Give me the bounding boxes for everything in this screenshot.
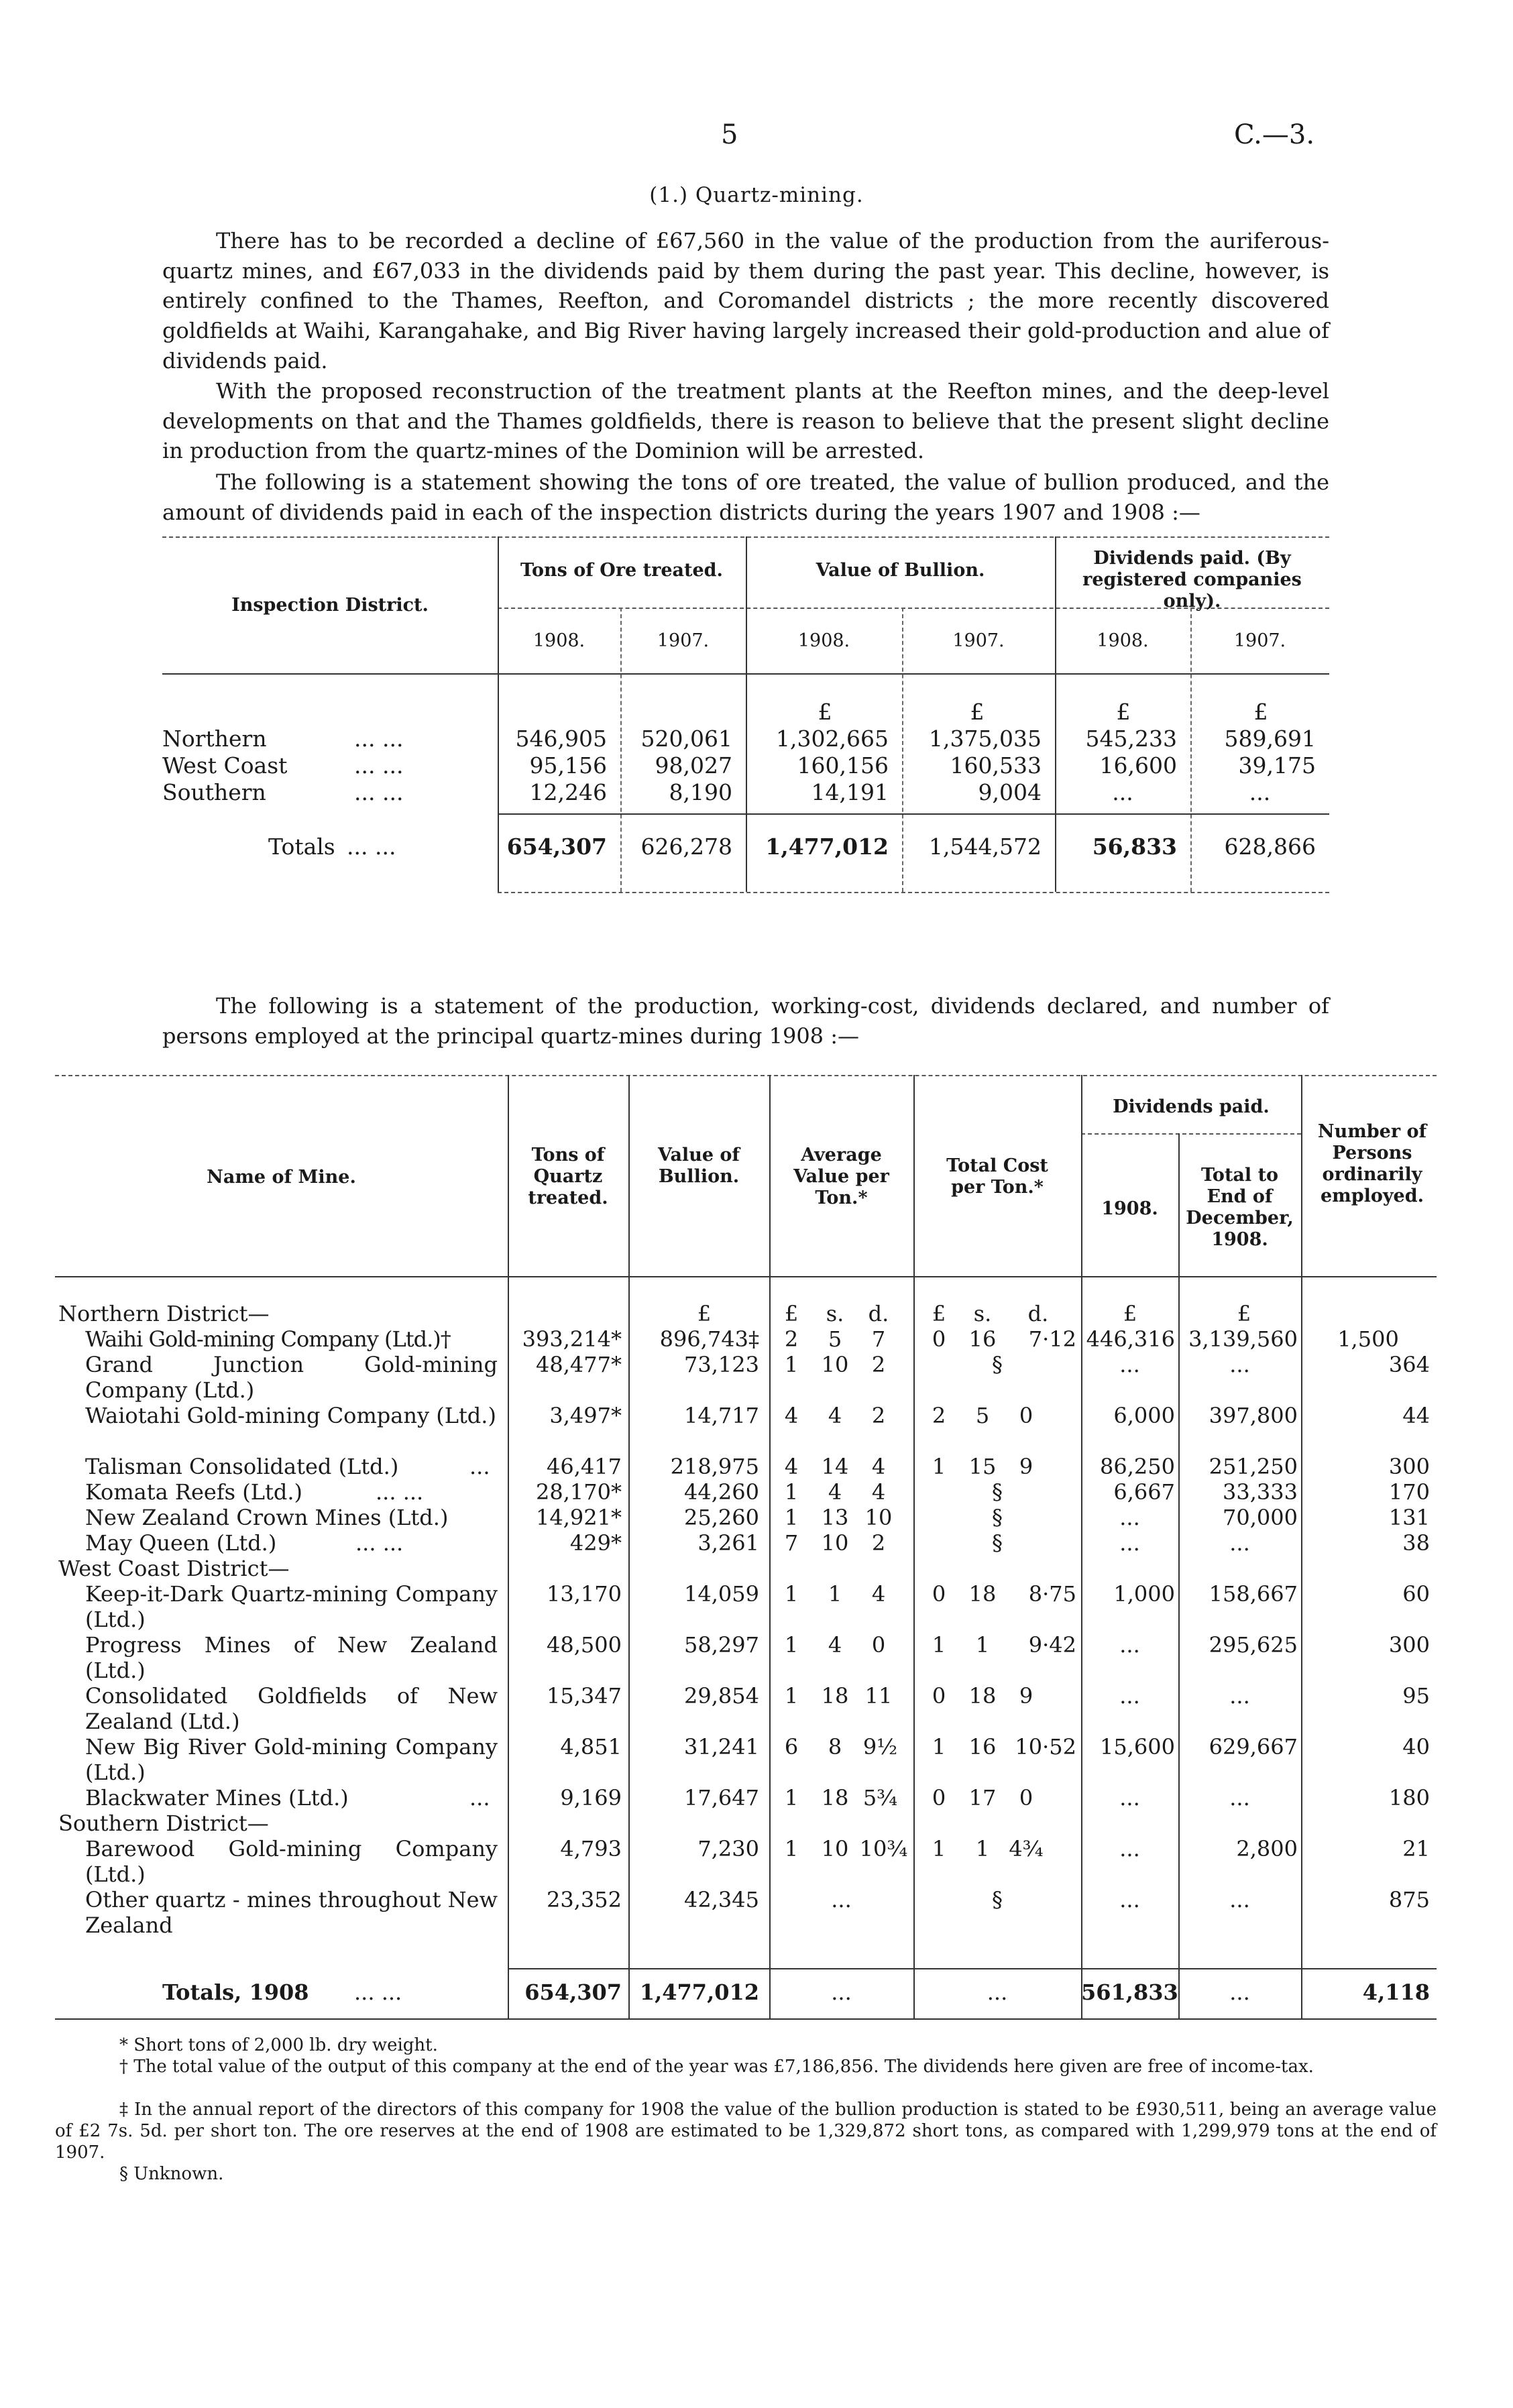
- avg-shillings: 1: [828, 1581, 842, 1607]
- avg-pounds: 1: [784, 1352, 799, 1377]
- persons-employed: 131: [1388, 1505, 1430, 1530]
- cost-shillings: 16: [968, 1734, 997, 1760]
- tons-1908: 546,905: [515, 726, 607, 752]
- dividends-total: 295,625: [1209, 1632, 1298, 1658]
- header-name-of-mine: Name of Mine.: [207, 1167, 356, 1188]
- dividends-total: 629,667: [1209, 1734, 1298, 1760]
- cost-pence: 10·52: [1015, 1734, 1076, 1760]
- avg-shillings: 14: [821, 1454, 849, 1479]
- dividends-total: 397,800: [1209, 1403, 1298, 1428]
- avg-pounds: 1: [784, 1785, 799, 1811]
- persons-employed: 44: [1402, 1403, 1430, 1428]
- totals-label: Totals, 1908: [162, 1980, 309, 2005]
- cost-pounds: 0: [932, 1326, 946, 1352]
- mine-name: Other quartz - mines throughout New Zealand: [85, 1887, 498, 1938]
- persons-employed: 300: [1388, 1454, 1430, 1479]
- avg-shillings: 13: [821, 1505, 849, 1530]
- header-div-1907: 1907.: [1233, 630, 1286, 651]
- avg-pence: 0: [871, 1632, 886, 1658]
- mine-name: Consolidated Goldfields of New Zealand (Ltd.): [85, 1683, 498, 1734]
- avg-pounds: 1: [784, 1505, 799, 1530]
- paragraph-statement-intro: The following is a statement showing the tons of ore treated, the value of bullion produced, and the amount of dividends paid in each of the inspection districts during the years 1907 and 1908 :—: [162, 469, 1329, 525]
- persons-employed: 38: [1402, 1530, 1430, 1556]
- dividends-total: ...: [1229, 1785, 1250, 1811]
- avg-pence: 4: [871, 1581, 886, 1607]
- avg-pence: 2: [871, 1352, 886, 1377]
- bullion-value: 29,854: [684, 1683, 759, 1709]
- dividends-1908: 6,000: [1113, 1403, 1175, 1428]
- persons-employed: 875: [1388, 1887, 1430, 1912]
- mine-name: Talisman Consolidated (Ltd.): [85, 1454, 399, 1479]
- tons-treated: 14,921*: [536, 1505, 622, 1530]
- currency-symbol: £: [1253, 699, 1268, 725]
- tons-treated: 23,352: [547, 1887, 622, 1912]
- leader-dots: ... ...: [355, 1530, 404, 1556]
- tons-1907: 98,027: [655, 752, 732, 779]
- avg-pence: 4: [871, 1479, 886, 1505]
- mine-name: Grand Junction Gold-mining Company (Ltd.): [85, 1352, 498, 1403]
- totals-dividends-1907: 628,866: [1224, 834, 1316, 860]
- avg-pence: 7: [871, 1326, 886, 1352]
- currency-symbol: £: [1116, 699, 1131, 725]
- district-name: Southern: [162, 779, 266, 805]
- avg-shillings: 18: [821, 1683, 849, 1709]
- cost-pounds: 1: [932, 1836, 946, 1861]
- dividends-total: ...: [1229, 1683, 1250, 1709]
- tons-1908: 12,246: [529, 779, 607, 805]
- section-title: (1.) Quartz-mining.: [649, 183, 864, 207]
- persons-employed: 21: [1402, 1836, 1430, 1861]
- cost-unknown-mark: §: [992, 1479, 1003, 1505]
- pound-symbol: £: [1123, 1301, 1137, 1326]
- leader-dots: ... ...: [376, 1479, 424, 1505]
- bullion-value: 73,123: [684, 1352, 759, 1377]
- persons-employed: 1,500: [1337, 1326, 1399, 1352]
- avg-pence: 11: [864, 1683, 893, 1709]
- header-inspection-district: Inspection District.: [231, 595, 429, 616]
- avg-shillings: 4: [828, 1403, 842, 1428]
- bullion-value: 3,261: [697, 1530, 759, 1556]
- avg-shillings: 10: [821, 1530, 849, 1556]
- cost-pence: 4¾: [1009, 1836, 1044, 1861]
- pence-unit: d.: [868, 1301, 889, 1326]
- bullion-value: 14,717: [684, 1403, 759, 1428]
- dividends-1907: ...: [1249, 779, 1271, 805]
- bullion-1908: 160,156: [797, 752, 889, 779]
- tons-1908: 95,156: [529, 752, 607, 779]
- tons-treated: 393,214*: [522, 1326, 622, 1352]
- table-rule: [498, 813, 1329, 815]
- totals-dividends-total: ...: [1229, 1980, 1250, 2005]
- tons-treated: 46,417: [547, 1454, 622, 1479]
- pound-symbol: £: [1237, 1301, 1251, 1326]
- tons-treated: 48,477*: [536, 1352, 622, 1377]
- cost-unknown-mark: §: [992, 1530, 1003, 1556]
- mine-name: Waiotahi Gold-mining Company (Ltd.): [85, 1403, 496, 1428]
- leader-dots: ... ...: [354, 726, 404, 752]
- persons-employed: 60: [1402, 1581, 1430, 1607]
- bullion-1908: 1,302,665: [776, 726, 889, 752]
- dividends-1908: ...: [1119, 1785, 1140, 1811]
- cost-pence: 9: [1019, 1683, 1033, 1709]
- avg-shillings: 5: [828, 1326, 842, 1352]
- cost-pounds: 0: [932, 1785, 946, 1811]
- tons-1907: 520,061: [640, 726, 732, 752]
- dividends-1908: 6,667: [1113, 1479, 1175, 1505]
- table-rule: [55, 1075, 1437, 1076]
- header-bullion-1908: 1908.: [797, 630, 850, 651]
- persons-employed: 40: [1402, 1734, 1430, 1760]
- dividends-1908: ...: [1119, 1683, 1140, 1709]
- pence-unit: d.: [1027, 1301, 1049, 1326]
- shilling-unit: s.: [973, 1301, 992, 1326]
- cost-unknown-mark: §: [992, 1887, 1003, 1912]
- mine-name: Waihi Gold-mining Company (Ltd.)†: [85, 1326, 451, 1352]
- tons-treated: 13,170: [547, 1581, 622, 1607]
- dividends-total: ...: [1229, 1887, 1250, 1912]
- mine-name: Barewood Gold-mining Company (Ltd.): [85, 1836, 498, 1887]
- currency-symbol: £: [818, 699, 832, 725]
- avg-pounds: 4: [784, 1403, 799, 1428]
- totals-dividends-1908: 561,833: [1081, 1980, 1178, 2005]
- cost-shillings: 1: [975, 1632, 990, 1658]
- footnote-unknown: § Unknown.: [119, 2164, 224, 2184]
- totals-value: 1,477,012: [639, 1980, 759, 2005]
- cost-unknown-mark: §: [992, 1352, 1003, 1377]
- currency-symbol: £: [970, 699, 985, 725]
- leader-dots: ... ...: [347, 834, 396, 860]
- dividends-1908: ...: [1119, 1836, 1140, 1861]
- tons-1907: 8,190: [669, 779, 732, 805]
- bullion-value: 44,260: [684, 1479, 759, 1505]
- dividends-1908: 545,233: [1085, 726, 1177, 752]
- tons-treated: 429*: [569, 1530, 622, 1556]
- totals-tons-1907: 626,278: [640, 834, 732, 860]
- bullion-value: 17,647: [684, 1785, 759, 1811]
- avg-pence: 4: [871, 1454, 886, 1479]
- dividends-1908: 1,000: [1113, 1581, 1175, 1607]
- header-tons-1908: 1908.: [533, 630, 585, 651]
- cost-pounds: 1: [932, 1734, 946, 1760]
- cost-shillings: 18: [968, 1581, 997, 1607]
- tons-treated: 4,851: [560, 1734, 622, 1760]
- cost-pounds: 0: [932, 1581, 946, 1607]
- header-average-value: Average Value per Ton.*: [793, 1145, 889, 1208]
- cost-shillings: 17: [968, 1785, 997, 1811]
- persons-employed: 95: [1402, 1683, 1430, 1709]
- header-value-bullion: Value of Bullion.: [816, 560, 985, 581]
- totals-cost: ...: [987, 1980, 1008, 2005]
- header-tons-quartz: Tons of Quartz treated.: [528, 1145, 608, 1208]
- district-name: West Coast: [162, 752, 288, 779]
- avg-shillings: 18: [821, 1785, 849, 1811]
- avg-shillings: 4: [828, 1632, 842, 1658]
- cost-shillings: 18: [968, 1683, 997, 1709]
- totals-average: ...: [831, 1980, 852, 2005]
- header-total-cost: Total Cost per Ton.*: [946, 1155, 1048, 1198]
- bullion-value: 25,260: [684, 1505, 759, 1530]
- district-heading: Northern District—: [58, 1301, 270, 1326]
- footnote-waihi-output: † The total value of the output of this company at the end of the year was £7,186,856. The dividends here given are free of income-tax.: [119, 2057, 1314, 2077]
- paragraph-reconstruction: With the proposed reconstruction of the treatment plants at the Reefton mines, and the deep-level developments on that and the Thames goldfields, there is reason to believe that the present slight decline in production from the quartz-mines of the Dominion will be arrested.: [162, 378, 1329, 464]
- cost-shillings: 1: [975, 1836, 990, 1861]
- header-tons-1907: 1907.: [657, 630, 710, 651]
- header-dividends-paid: Dividends paid.: [1113, 1096, 1270, 1117]
- avg-pence: 2: [871, 1530, 886, 1556]
- cost-unknown-mark: §: [992, 1505, 1003, 1530]
- header-persons-employed: Number of Persons ordinarily employed.: [1317, 1121, 1427, 1206]
- dividends-1908: 16,600: [1099, 752, 1177, 779]
- bullion-1908: 14,191: [811, 779, 889, 805]
- table-rule: [508, 1968, 1437, 1969]
- district-name: Northern: [162, 726, 267, 752]
- avg-pence: 9½: [862, 1734, 898, 1760]
- avg-shillings: 8: [828, 1734, 842, 1760]
- tons-treated: 3,497*: [549, 1403, 622, 1428]
- avg-pence: 2: [871, 1403, 886, 1428]
- totals-tons-1908: 654,307: [506, 834, 607, 860]
- avg-pounds: 7: [784, 1530, 799, 1556]
- avg-pounds: 2: [784, 1326, 799, 1352]
- dividends-total: 158,667: [1209, 1581, 1298, 1607]
- totals-dividends-1908: 56,833: [1092, 834, 1177, 860]
- cost-pounds: 0: [932, 1683, 946, 1709]
- dividends-1908: ...: [1119, 1352, 1140, 1377]
- column-rule: [769, 1075, 771, 2018]
- header-value-bullion: Value of Bullion.: [657, 1145, 740, 1187]
- cost-pence: 7·12: [1028, 1326, 1076, 1352]
- cost-pence: 9·42: [1028, 1632, 1076, 1658]
- dividends-1908: ...: [1119, 1530, 1140, 1556]
- dividends-1907: 39,175: [1238, 752, 1316, 779]
- cost-pence: 0: [1019, 1403, 1033, 1428]
- report-reference: C.—3.: [1234, 119, 1315, 150]
- dividends-1908: 446,316: [1086, 1326, 1175, 1352]
- cost-shillings: 5: [975, 1403, 990, 1428]
- avg-pence: 10¾: [859, 1836, 908, 1861]
- tons-treated: 48,500: [547, 1632, 622, 1658]
- dividends-1908: 15,600: [1100, 1734, 1175, 1760]
- dividends-total: 33,333: [1223, 1479, 1298, 1505]
- avg-shillings: 10: [821, 1836, 849, 1861]
- column-rule: [1178, 1133, 1180, 2018]
- header-dividends-1908: 1908.: [1101, 1198, 1158, 1219]
- leader-dots: ...: [469, 1785, 490, 1811]
- header-dividends-paid: Dividends paid. (By registered companies only).: [1082, 548, 1302, 612]
- mine-name: New Big River Gold-mining Company (Ltd.): [85, 1734, 498, 1785]
- persons-employed: 180: [1388, 1785, 1430, 1811]
- avg-pounds: 4: [784, 1454, 799, 1479]
- footnote-short-tons: * Short tons of 2,000 lb. dry weight.: [119, 2035, 438, 2055]
- mine-name: Keep-it-Dark Quartz-mining Company (Ltd.): [85, 1581, 498, 1632]
- table-rule: [1081, 1133, 1301, 1135]
- bullion-value: 14,059: [684, 1581, 759, 1607]
- leader-dots: ... ...: [354, 1980, 402, 2005]
- header-bullion-1907: 1907.: [952, 630, 1005, 651]
- table-rule: [498, 892, 1329, 893]
- avg-pounds: 1: [784, 1836, 799, 1861]
- totals-label: Totals: [268, 834, 335, 860]
- page-number: 5: [721, 119, 738, 150]
- avg-value: ...: [831, 1887, 852, 1912]
- district-heading: West Coast District—: [58, 1556, 290, 1581]
- footnote-directors-report: ‡ In the annual report of the directors of this company for 1908 the value of the bullion production is stated to be £930,511, being an average value of £2 7s. 5d. per short ton. The ore reserves at the end of 1908 are estimated to be 1,329,872 short tons, as compared with 1,299,979 tons at the end of 1907.: [55, 2100, 1437, 2163]
- cost-pounds: 1: [932, 1454, 946, 1479]
- persons-employed: 300: [1388, 1632, 1430, 1658]
- paragraph-production-intro: The following is a statement of the production, working-cost, dividends declared, and number of persons employed at the principal quartz-mines during 1908 :—: [162, 993, 1329, 1049]
- avg-pounds: 1: [784, 1632, 799, 1658]
- cost-pence: 9: [1019, 1454, 1033, 1479]
- pound-symbol: £: [697, 1301, 712, 1326]
- bullion-value: 896,743‡: [659, 1326, 759, 1352]
- tons-treated: 15,347: [547, 1683, 622, 1709]
- mine-name: New Zealand Crown Mines (Ltd.): [85, 1505, 449, 1530]
- persons-employed: 364: [1388, 1352, 1430, 1377]
- dividends-total: 3,139,560: [1188, 1326, 1298, 1352]
- district-heading: Southern District—: [58, 1811, 269, 1836]
- bullion-value: 31,241: [684, 1734, 759, 1760]
- header-tons-ore: Tons of Ore treated.: [520, 560, 723, 581]
- dividends-total: 70,000: [1223, 1505, 1298, 1530]
- pound-symbol: £: [784, 1301, 799, 1326]
- bullion-value: 58,297: [684, 1632, 759, 1658]
- dividends-total: 2,800: [1236, 1836, 1298, 1861]
- totals-persons: 4,118: [1362, 1980, 1430, 2005]
- paragraph-decline: There has to be recorded a decline of £67,560 in the value of the production from the auriferous-quartz mines, and £67,033 in the dividends paid by them during the past year. This decline, however, is entirely confined to the Thames, Reefton, and Coromandel districts ; the more recently discovered goldfields at Waihi, Karangahake, and Big River having largely increased their gold-production and alue of dividends paid.: [162, 228, 1329, 374]
- avg-pence: 5¾: [862, 1785, 898, 1811]
- bullion-1907: 9,004: [978, 779, 1042, 805]
- bullion-value: 7,230: [697, 1836, 759, 1861]
- dividends-1908: ...: [1119, 1632, 1140, 1658]
- header-div-1908: 1908.: [1097, 630, 1149, 651]
- avg-pounds: 1: [784, 1479, 799, 1505]
- cost-pence: 0: [1019, 1785, 1033, 1811]
- totals-bullion-1908: 1,477,012: [765, 834, 889, 860]
- dividends-1908: 86,250: [1100, 1454, 1175, 1479]
- cost-shillings: 16: [968, 1326, 997, 1352]
- avg-pence: 10: [864, 1505, 893, 1530]
- tons-treated: 4,793: [560, 1836, 622, 1861]
- dividends-1908: ...: [1119, 1505, 1140, 1530]
- avg-pounds: 1: [784, 1581, 799, 1607]
- dividends-total: 251,250: [1209, 1454, 1298, 1479]
- mine-name: Blackwater Mines (Ltd.): [85, 1785, 349, 1811]
- avg-shillings: 10: [821, 1352, 849, 1377]
- shilling-unit: s.: [826, 1301, 844, 1326]
- tons-treated: 9,169: [560, 1785, 622, 1811]
- leader-dots: ...: [469, 1454, 490, 1479]
- dividends-1907: 589,691: [1224, 726, 1316, 752]
- cost-pounds: 2: [932, 1403, 946, 1428]
- mine-name: May Queen (Ltd.): [85, 1530, 277, 1556]
- avg-shillings: 4: [828, 1479, 842, 1505]
- totals-tons: 654,307: [524, 1980, 622, 2005]
- mine-name: Progress Mines of New Zealand (Ltd.): [85, 1632, 498, 1683]
- bullion-1907: 160,533: [950, 752, 1042, 779]
- header-dividends-total: Total to End of December, 1908.: [1186, 1165, 1294, 1250]
- dividends-1908: ...: [1112, 779, 1133, 805]
- totals-bullion-1907: 1,544,572: [929, 834, 1042, 860]
- bullion-1907: 1,375,035: [929, 726, 1042, 752]
- table-rule: [55, 2018, 1437, 2020]
- cost-shillings: 15: [968, 1454, 997, 1479]
- tons-treated: 28,170*: [536, 1479, 622, 1505]
- bullion-value: 218,975: [670, 1454, 759, 1479]
- cost-pence: 8·75: [1028, 1581, 1076, 1607]
- avg-pounds: 6: [784, 1734, 799, 1760]
- dividends-total: ...: [1229, 1530, 1250, 1556]
- dividends-total: ...: [1229, 1352, 1250, 1377]
- bullion-value: 42,345: [684, 1887, 759, 1912]
- leader-dots: ... ...: [354, 779, 404, 805]
- avg-pounds: 1: [784, 1683, 799, 1709]
- pound-symbol: £: [932, 1301, 946, 1326]
- dividends-1908: ...: [1119, 1887, 1140, 1912]
- cost-pounds: 1: [932, 1632, 946, 1658]
- leader-dots: ... ...: [354, 752, 404, 779]
- persons-employed: 170: [1388, 1479, 1430, 1505]
- table-rule: [55, 1276, 1437, 1277]
- mine-name: Komata Reefs (Ltd.): [85, 1479, 302, 1505]
